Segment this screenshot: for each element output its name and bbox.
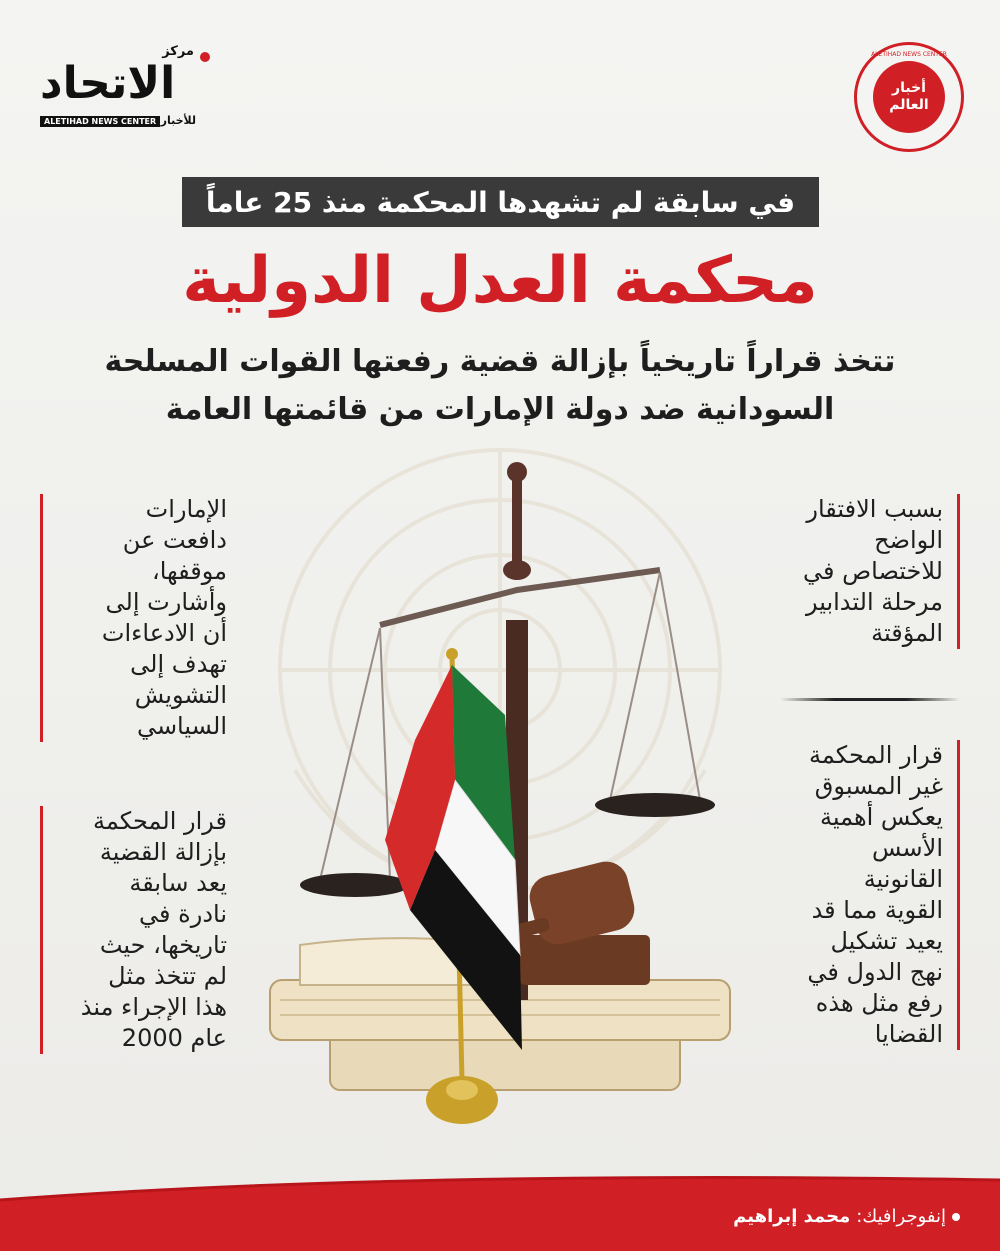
stamp-line2: العالم (889, 97, 929, 113)
right-column-divider (780, 698, 960, 701)
left-block2-line: عام 2000 (121, 1024, 227, 1052)
main-title: محكمة العدل الدولية (182, 244, 818, 318)
left-block2-line: قرار المحكمة (93, 807, 227, 835)
left-text-block-2 (40, 806, 227, 1054)
top-banner: في سابقة لم تشهدها المحكمة منذ 25 عاماً (182, 177, 819, 227)
left-block1-line: دافعت عن (122, 526, 227, 554)
right-block2-line: القوية مما قد (811, 896, 943, 924)
right-block1-line: بسبب الافتقار (806, 495, 943, 523)
right-block2-line: رفع مثل هذه (815, 989, 943, 1017)
right-block1-line: الواضح (874, 526, 943, 554)
left-block1-line: السياسي (136, 712, 227, 740)
right-block1-line: مرحلة التدابير (805, 588, 943, 616)
logo-english-name: ALETIHAD NEWS CENTER (40, 116, 160, 127)
logo-center-word: مركز (162, 44, 194, 59)
stamp-inner (873, 61, 945, 133)
left-block1-line: وأشارت إلى (105, 588, 227, 616)
left-block2-line: هذا الإجراء منذ (80, 993, 227, 1021)
left-block2-line: تاريخها، حيث (99, 931, 227, 959)
left-block2-line: لم تتخذ مثل (108, 962, 227, 990)
world-news-stamp (854, 42, 964, 152)
right-text-block-2 (773, 740, 960, 1050)
left-block1-line: الإمارات (145, 495, 227, 523)
right-block1-line: المؤقتة (871, 619, 943, 647)
right-block2-line: نهج الدول في (807, 958, 943, 986)
left-block2-line: نادرة في (139, 900, 227, 928)
logo-red-dot (200, 52, 210, 62)
left-block1-line: تهدف إلى (130, 650, 227, 678)
stamp-ring-text: ALETIHAD NEWS CENTER (871, 51, 947, 58)
credit-label: إنفوجرافيك: (856, 1206, 946, 1227)
right-block2-line: غير المسبوق (814, 772, 943, 800)
right-block2-line: يعكس أهمية (819, 803, 943, 831)
left-block1-line: موقفها، (152, 557, 227, 585)
right-block1-line: للاختصاص في (803, 557, 943, 585)
subtitle (60, 338, 940, 434)
right-text-block-1 (773, 494, 960, 649)
right-block2-line: يعيد تشكيل (830, 927, 943, 955)
left-text-block-1 (40, 494, 227, 742)
right-block2-line: الأسس (871, 834, 943, 862)
aletihad-logo (40, 40, 210, 130)
left-block1-line: أن الادعاءات (101, 619, 227, 647)
logo-brand: الاتحاد (40, 58, 176, 109)
credit-name: محمد إبراهيم (733, 1206, 851, 1227)
right-block2-line: قرار المحكمة (809, 741, 943, 769)
subtitle-line1: تتخذ قراراً تاريخياً بإزالة قضية رفعتها القوات المسلحة (104, 344, 896, 379)
right-block2-line: القضايا (874, 1020, 943, 1048)
right-block2-line: القانونية (863, 865, 943, 893)
subtitle-line2: السودانية ضد دولة الإمارات من قائمتها العامة (165, 392, 835, 427)
justice-illustration (240, 440, 760, 1160)
stamp-line1: أخبار (892, 80, 926, 96)
credit-line (640, 1206, 1000, 1227)
logo-news-word: للأخبار (160, 114, 196, 127)
bullet-icon (952, 1213, 960, 1221)
left-block2-line: بإزالة القضية (99, 838, 227, 866)
left-block1-line: التشويش (134, 681, 227, 709)
left-block2-line: يعد سابقة (129, 869, 227, 897)
